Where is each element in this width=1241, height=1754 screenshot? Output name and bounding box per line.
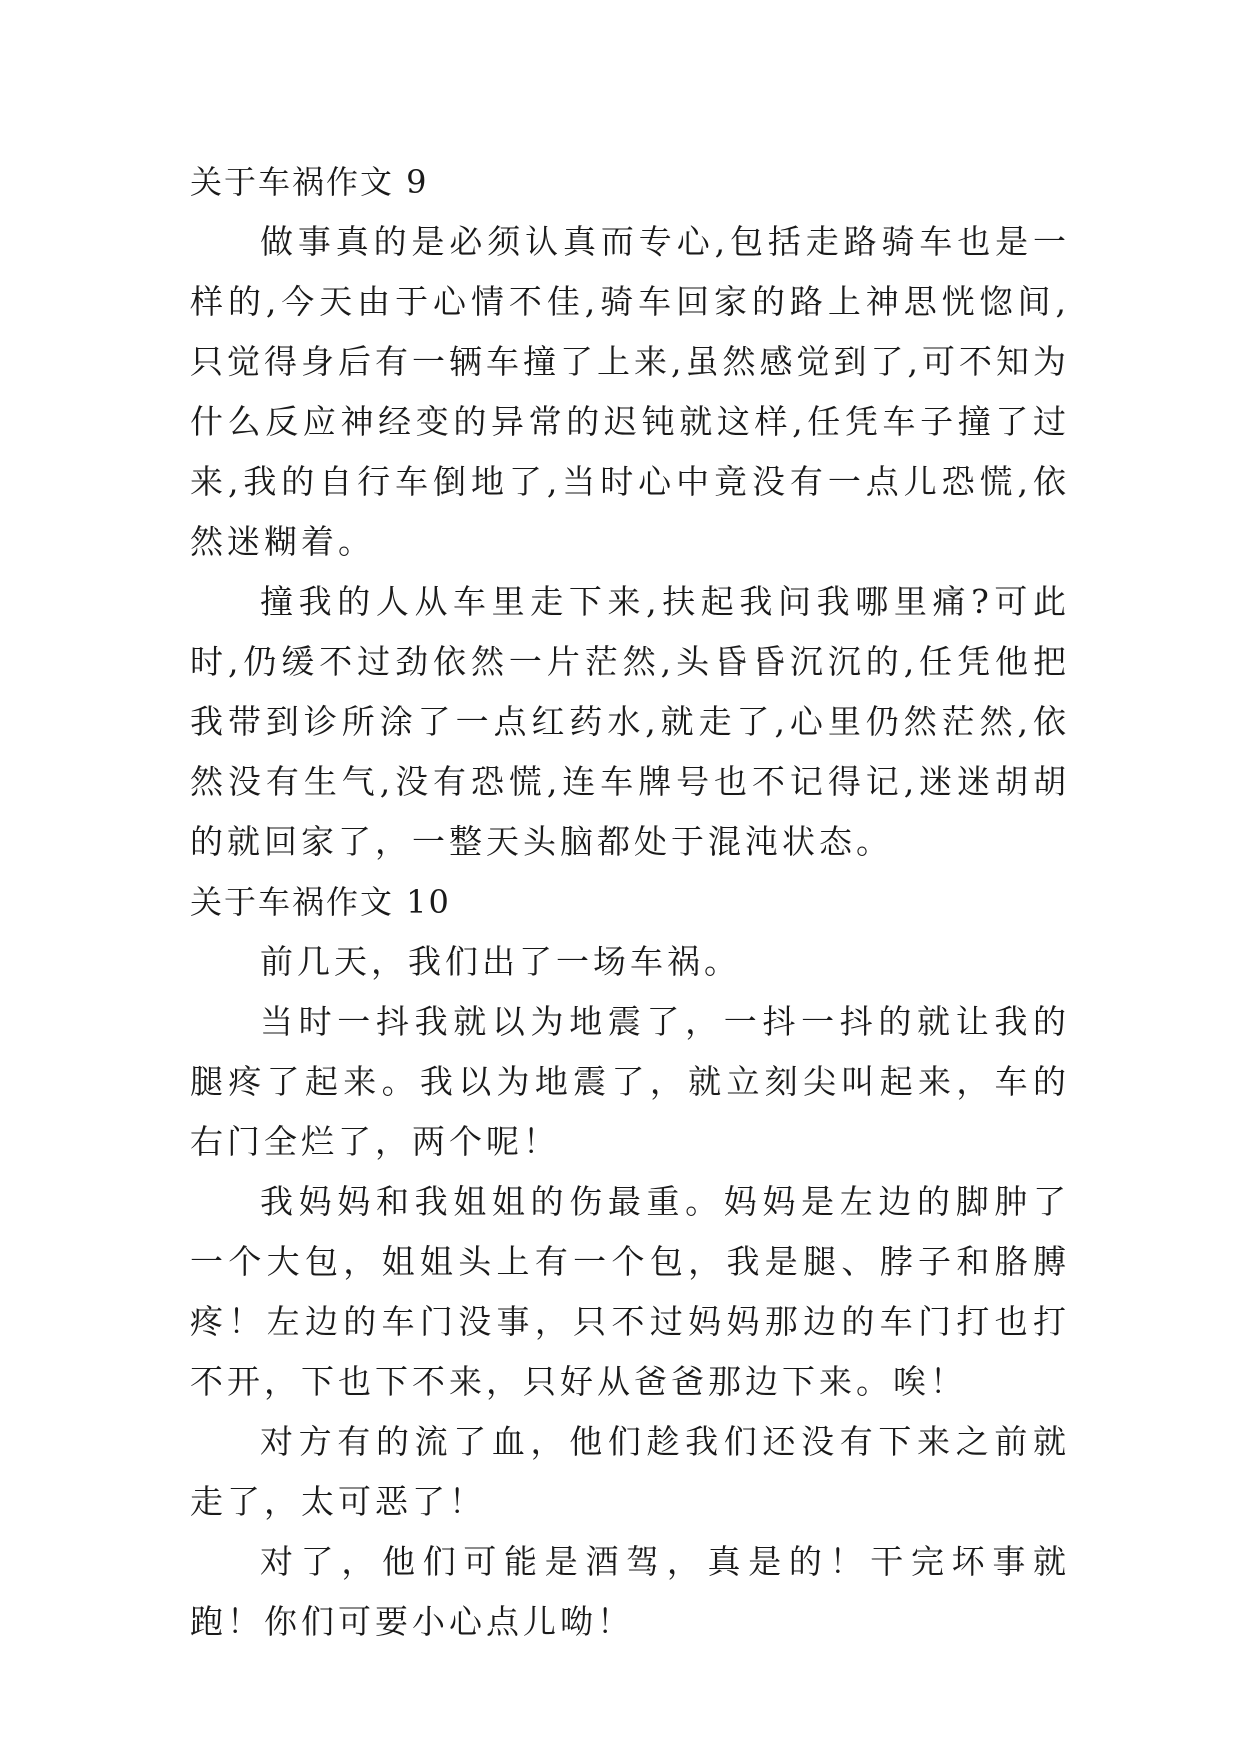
document-body — [190, 152, 1070, 1652]
paragraph: 我妈妈和我姐姐的伤最重。妈妈是左边的脚肿了一个大包，姐姐头上有一个包，我是腿、脖子和胳膊疼！左边的车门没事，只不过妈妈那边的车门打也打不开，下也下不来，只好从爸爸那边下来。唉！ — [190, 1182, 1070, 1401]
paragraph: 做事真的是必须认真而专心,包括走路骑车也是一样的,今天由于心情不佳,骑车回家的路上神思恍惚间,只觉得身后有一辆车撞了上来,虽然感觉到了,可不知为什么反应神经变的异常的迟钝就这样,任凭车子撞了过来,我的自行车倒地了,当时心中竟没有一点儿恐慌,依然迷糊着。 — [190, 222, 1070, 561]
section-heading: 关于车祸作文 10 — [190, 883, 451, 921]
section-heading: 关于车祸作文 9 — [190, 163, 429, 201]
paragraph: 当时一抖我就以为地震了，一抖一抖的就让我的腿疼了起来。我以为地震了，就立刻尖叫起来，车的右门全烂了，两个呢！ — [190, 1002, 1070, 1161]
paragraph: 对方有的流了血，他们趁我们还没有下来之前就走了，太可恶了！ — [190, 1422, 1070, 1521]
paragraph: 前几天，我们出了一场车祸。 — [260, 942, 741, 981]
paragraph: 撞我的人从车里走下来,扶起我问我哪里痛?可此时,仍缓不过劲依然一片茫然,头昏昏沉沉的,任凭他把我带到诊所涂了一点红药水,就走了,心里仍然茫然,依然没有生气,没有恐慌,连车牌号也不记得记,迷迷胡胡的就回家了，一整天头脑都处于混沌状态。 — [190, 582, 1070, 861]
paragraph: 对了，他们可能是酒驾，真是的！干完坏事就跑！你们可要小心点儿呦！ — [190, 1542, 1070, 1641]
